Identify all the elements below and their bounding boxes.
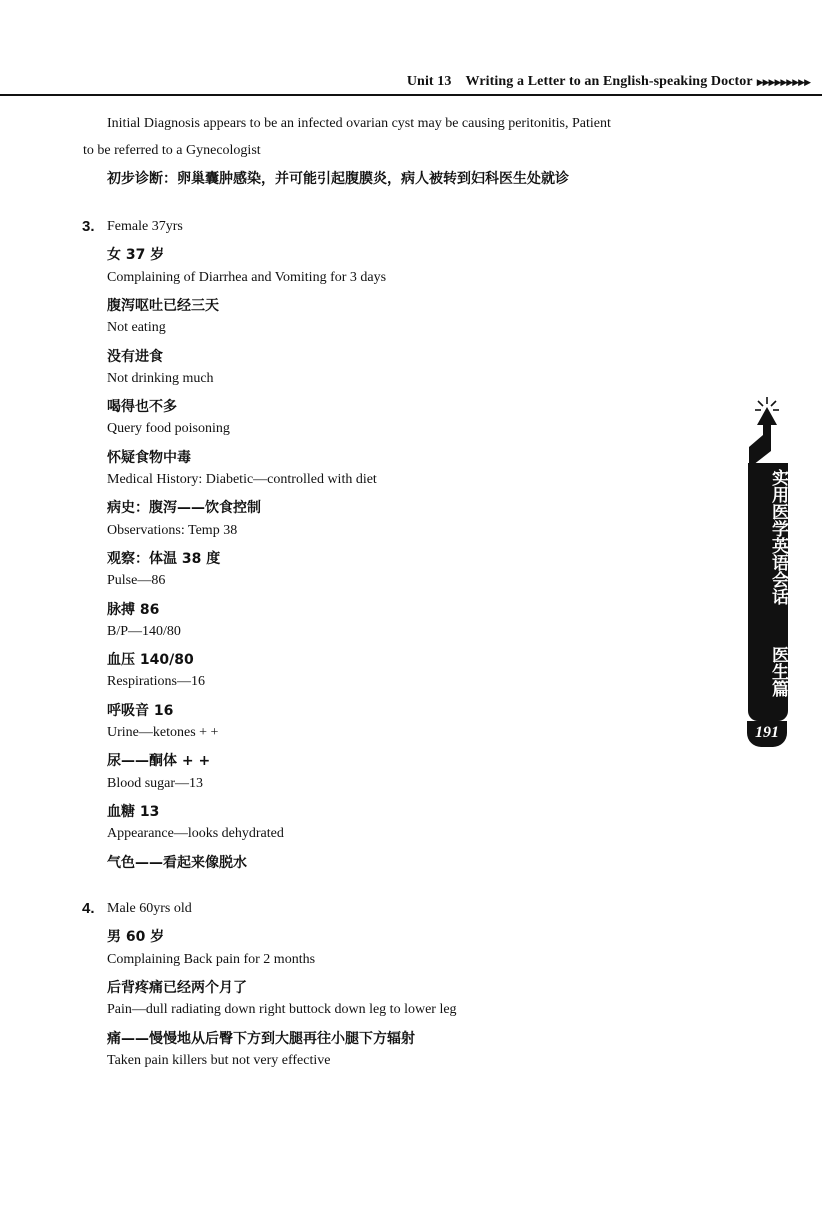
running-title (407, 74, 810, 90)
case3-line-en: Female 37yrs (107, 219, 183, 234)
case3-line-zh: 观察：体温 38 度 (107, 550, 221, 567)
case3-line-en: Urine—ketones + + (107, 725, 219, 740)
header-rule (0, 94, 822, 96)
case4-line-zh: 后背疼痛已经两个月了 (107, 979, 247, 996)
case3-line-en: Pulse—86 (107, 573, 166, 589)
case4-line-en: Pain—dull radiating down right buttock down leg to lower leg (107, 1002, 457, 1018)
case3-line-zh: 血糖 13 (107, 803, 160, 820)
case3-line-en: Not eating (107, 320, 166, 336)
case3-line-zh: 怀疑食物中毒 (107, 449, 191, 466)
case3-line-en: Appearance—looks dehydrated (107, 826, 284, 842)
case4-line-zh: 男 60 岁 (107, 929, 165, 946)
case3-line-zh: 尿——酮体 + + (107, 753, 211, 770)
case-4-number: 4. (82, 900, 95, 917)
section-side-tab (745, 395, 793, 755)
case3-line-en: Medical History: Diabetic—controlled with diet (107, 472, 377, 487)
case3-line-zh: 呼吸音 16 (107, 702, 174, 719)
case3-line-zh: 腹泻呕吐已经三天 (107, 297, 219, 314)
intro-line-1: Initial Diagnosis appears to be an infected ovarian cyst may be causing peritonitis, Patient (107, 116, 611, 131)
arrow-ornament: ▶▶▶▶▶▶▶▶▶ (756, 77, 810, 87)
book-series-title: 实用医学英语会话 (768, 469, 788, 605)
case3-line-zh: 病史：腹泻——饮食控制 (107, 500, 261, 517)
case4-line-zh: 痛——慢慢地从后臀下方到大腿再往小腿下方辐射 (107, 1030, 415, 1047)
case-3-number: 3. (82, 218, 95, 235)
case3-line-zh: 血压 140/80 (107, 652, 194, 669)
case3-line-zh: 女 37 岁 (107, 247, 165, 264)
page-number: 191 (747, 721, 787, 747)
intro-zh: 初步诊断：卵巢囊肿感染，并可能引起腹膜炎，病人被转到妇科医生处就诊 (107, 171, 569, 187)
section-tab (748, 463, 788, 721)
case3-line-en: Respirations—16 (107, 674, 205, 690)
case3-line-en: B/P—140/80 (107, 623, 181, 639)
intro-line-2: to be referred to a Gynecologist (83, 143, 261, 158)
case3-line-zh: 气色——看起来像脱水 (107, 854, 247, 871)
case4-line-en: Male 60yrs old (107, 901, 192, 916)
case4-line-en: Complaining Back pain for 2 months (107, 951, 316, 967)
page-header (0, 72, 822, 98)
case3-line-en: Not drinking much (107, 370, 214, 386)
unit-label: Unit 13 (406, 74, 452, 89)
book-logo-icon (745, 395, 793, 467)
chapter-title: Writing a Letter to an English-speaking Doctor (465, 74, 753, 89)
case3-line-en: Query food poisoning (107, 421, 230, 437)
case3-line-zh: 喝得也不多 (107, 399, 177, 416)
case3-line-en: Blood sugar—13 (107, 775, 204, 791)
case3-line-zh: 没有进食 (107, 348, 163, 365)
case3-line-en: Complaining of Diarrhea and Vomiting for 3 days (107, 269, 387, 285)
book-volume-title: 医生篇 (768, 646, 788, 697)
case3-line-en: Observations: Temp 38 (107, 522, 238, 538)
case4-line-en: Taken pain killers but not very effective (107, 1052, 331, 1068)
case3-line-zh: 脉搏 86 (107, 601, 160, 618)
